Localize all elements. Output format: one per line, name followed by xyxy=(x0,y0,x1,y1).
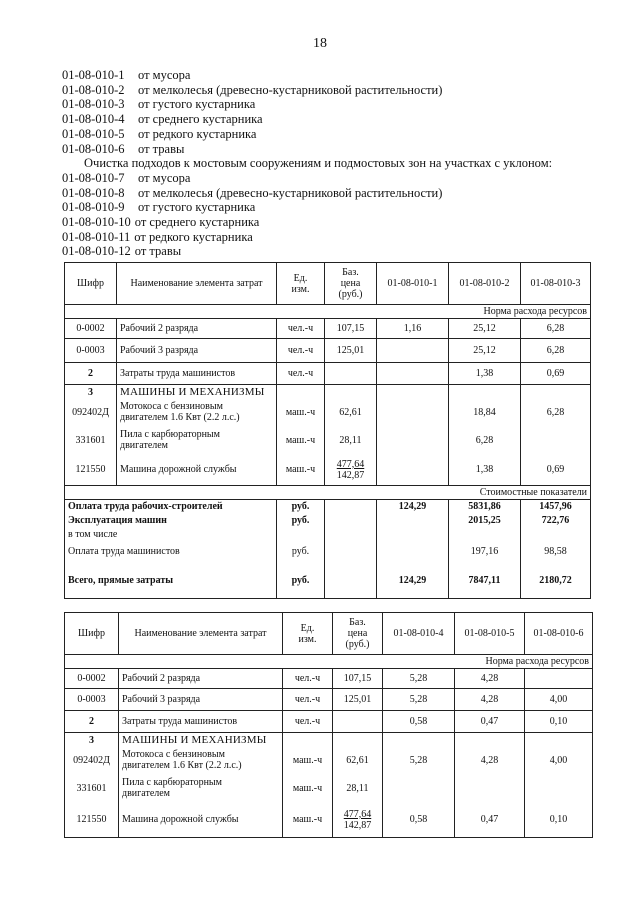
norm-section-label: Норма расхода ресурсов xyxy=(65,655,593,669)
intro-line: 01-08-010-5 от редкого кустарника xyxy=(62,126,257,141)
intro-line: 01-08-010-3 от густого кустарника xyxy=(62,97,256,112)
header-col-5: 01-08-010-5 xyxy=(455,613,525,655)
table-row: 092402Д Мотокоса с бензиновым двигателем 1.6 Квт (2.2 л.с.) маш.-ч 62,61 18,84 6,28 xyxy=(65,399,591,425)
intro-heading: Очистка подходов к мостовым сооружениям и подмостовых зон на участках с уклоном: xyxy=(84,156,553,171)
header-code: Шифр xyxy=(65,613,119,655)
table-row: 3 МАШИНЫ И МЕХАНИЗМЫ xyxy=(65,733,593,748)
header-unit: Ед. изм. xyxy=(277,263,325,305)
cost-section-row xyxy=(65,485,591,499)
intro-line: 01-08-010-10 от среднего кустарника xyxy=(62,215,260,230)
intro-line: 01-08-010-6 от травы xyxy=(62,141,185,156)
table-row: 092402Д Мотокоса с бензиновым двигателем 1.6 Квт (2.2 л.с.) маш.-ч 62,61 5,28 4,28 4,00 xyxy=(65,747,593,773)
header-col-6: 01-08-010-6 xyxy=(525,613,593,655)
header-price: Баз. цена (руб.) xyxy=(333,613,383,655)
norm-section-row xyxy=(65,655,593,669)
table-row: Всего, прямые затраты руб. 124,29 7847,11 2180,72 xyxy=(65,563,591,599)
page-number: 18 xyxy=(313,36,327,51)
table-row: 0-0003 Рабочий 3 разряда чел.-ч 125,01 5,28 4,28 4,00 xyxy=(65,689,593,711)
intro-line: 01-08-010-9 от густого кустарника xyxy=(62,200,256,215)
table-row: Оплата труда машинистов руб. 197,16 98,58 xyxy=(65,541,591,563)
table-row: 0-0002 Рабочий 2 разряда чел.-ч 107,15 1,16 25,12 6,28 xyxy=(65,319,591,339)
header-unit: Ед. изм. xyxy=(283,613,333,655)
header-name: Наименование элемента затрат xyxy=(119,613,283,655)
intro-line: 01-08-010-11 от редкого кустарника xyxy=(62,229,253,244)
header-code: Шифр xyxy=(65,263,117,305)
table-row: 2 Затраты труда машинистов чел.-ч 0,58 0,47 0,10 xyxy=(65,711,593,733)
header-col-3: 01-08-010-3 xyxy=(521,263,591,305)
intro-line: 01-08-010-4 от среднего кустарника xyxy=(62,112,263,127)
table-header-row xyxy=(65,613,593,655)
table-row: Оплата труда рабочих-строителей руб. 124,29 5831,86 1457,96 xyxy=(65,499,591,513)
table-row: 331601 Пила с карбюраторным двигателем маш.-ч 28,11 xyxy=(65,773,593,803)
cost-section-label: Стоимостные показатели xyxy=(65,485,591,499)
header-col-2: 01-08-010-2 xyxy=(449,263,521,305)
table-header-row xyxy=(65,263,591,305)
table-row: 121550 Машина дорожной службы маш.-ч 477,64 142,87 0,58 0,47 0,10 xyxy=(65,803,593,837)
table-row: 0-0003 Рабочий 3 разряда чел.-ч 125,01 25,12 6,28 xyxy=(65,339,591,363)
norm-section-label: Норма расхода ресурсов xyxy=(65,305,591,319)
table-row: 3 МАШИНЫ И МЕХАНИЗМЫ xyxy=(65,385,591,400)
intro-line: 01-08-010-8 от мелколесья (древесно-кустарниковой растительности) xyxy=(62,185,443,200)
header-col-4: 01-08-010-4 xyxy=(383,613,455,655)
header-price: Баз. цена (руб.) xyxy=(325,263,377,305)
table-row: Эксплуатация машин руб. 2015,25 722,76 xyxy=(65,513,591,528)
table-row: в том числе xyxy=(65,528,591,541)
table-row: 0-0002 Рабочий 2 разряда чел.-ч 107,15 5,28 4,28 xyxy=(65,669,593,689)
intro-line: 01-08-010-7 от мусора xyxy=(62,170,191,185)
table-row: 2 Затраты труда машинистов чел.-ч 1,38 0,69 xyxy=(65,363,591,385)
cost-table-2 xyxy=(64,612,593,838)
intro-line: 01-08-010-2 от мелколесья (древесно-кустарниковой растительности) xyxy=(62,82,443,97)
norm-section-row xyxy=(65,305,591,319)
header-name: Наименование элемента затрат xyxy=(117,263,277,305)
intro-line: 01-08-010-1 от мусора xyxy=(62,68,191,82)
header-col-1: 01-08-010-1 xyxy=(377,263,449,305)
intro-text xyxy=(62,68,552,259)
cost-table-1 xyxy=(64,262,591,599)
table-row: 121550 Машина дорожной службы маш.-ч 477,64 142,87 1,38 0,69 xyxy=(65,455,591,485)
intro-line: 01-08-010-12 от травы xyxy=(62,244,182,259)
table-row: 331601 Пила с карбюраторным двигателем маш.-ч 28,11 6,28 xyxy=(65,425,591,455)
